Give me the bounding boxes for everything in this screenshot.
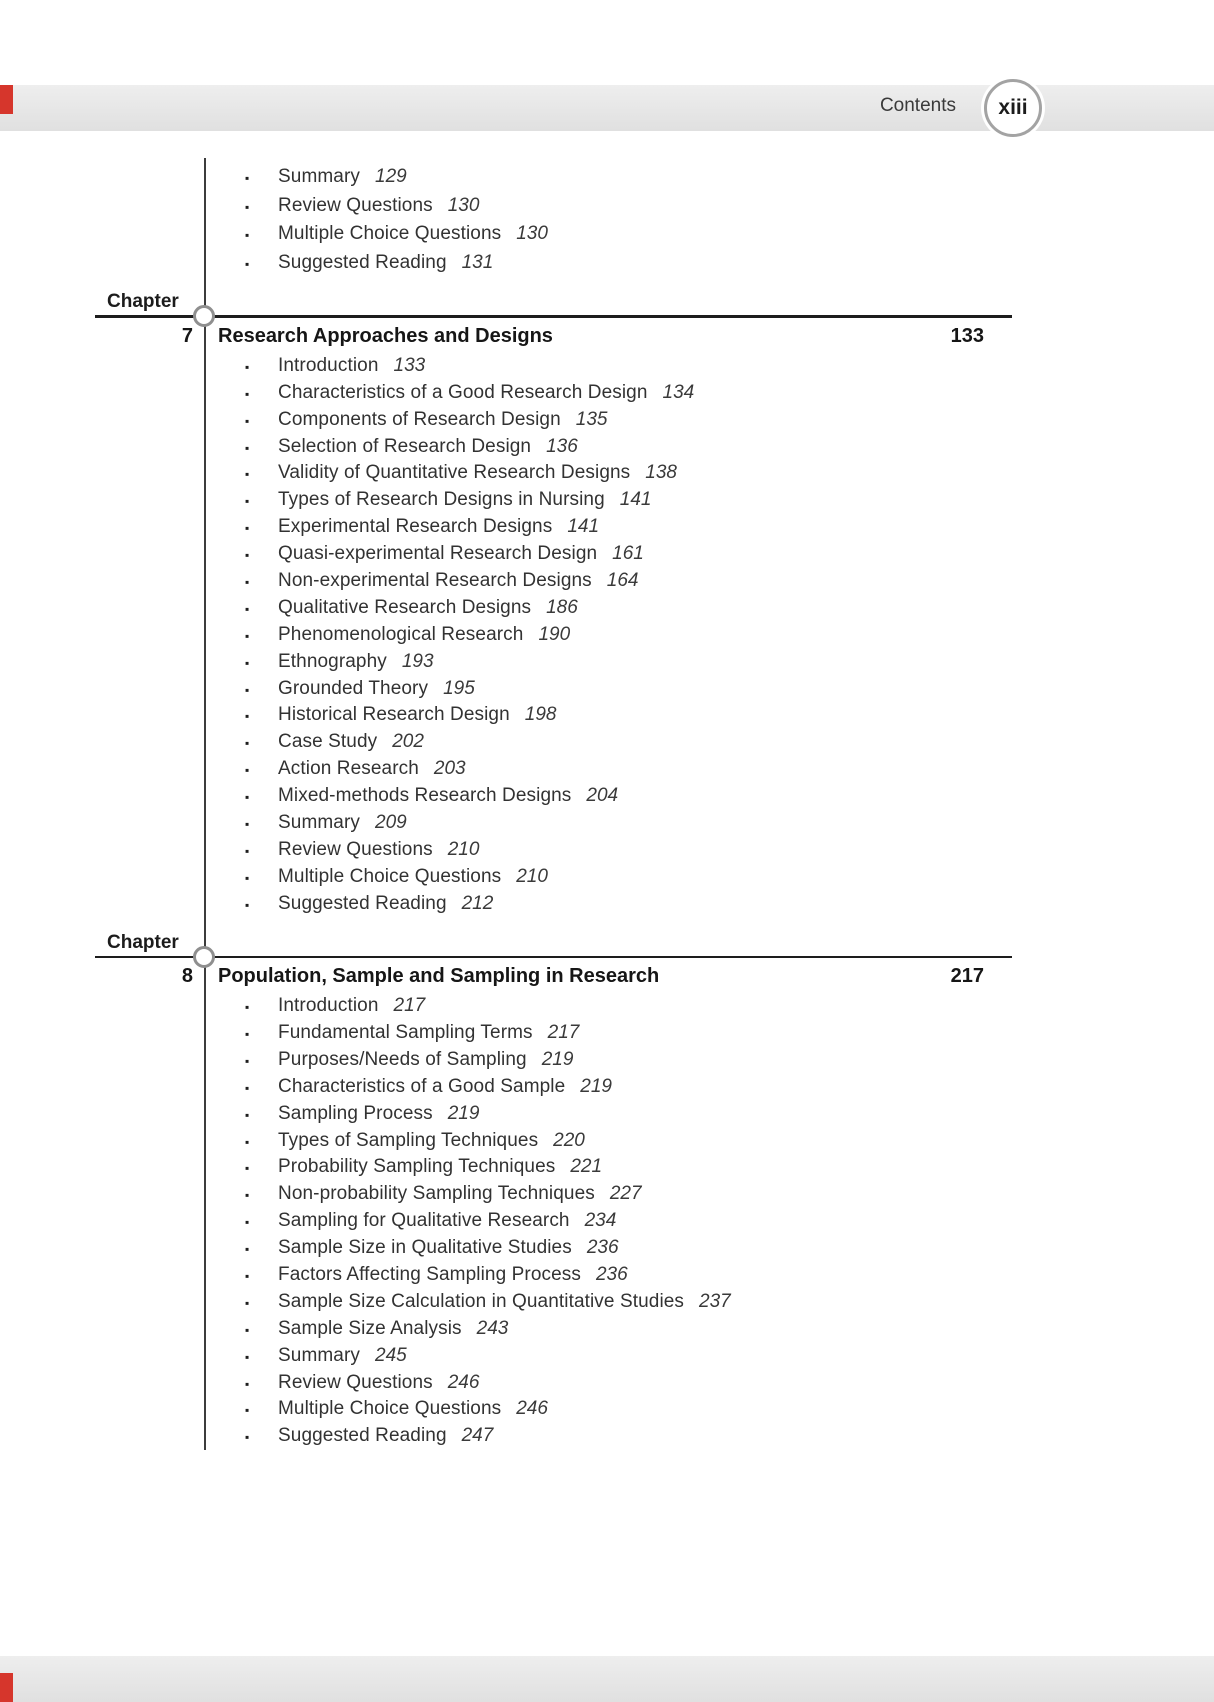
toc-item [0,1074,1214,1101]
item-label: Components of Research Design [278,408,561,430]
item-label: Qualitative Research Designs [278,596,532,618]
bullet-square-icon: ▪ [245,494,250,509]
toc-item [0,249,1214,278]
bullet-square-icon: ▪ [245,1349,250,1364]
toc-item [0,993,1214,1020]
bullet-square-icon: ▪ [245,1268,250,1283]
bullet-square-icon: ▪ [245,1080,250,1095]
item-page-number: 246 [516,1398,548,1420]
bullet-square-icon: ▪ [245,817,250,832]
leading-items [0,155,1214,277]
toc-item [0,434,1214,461]
toc-item [0,541,1214,568]
toc-item [0,163,1214,192]
chapter-number: 7 [181,324,193,347]
bullet-square-icon: ▪ [245,870,250,885]
item-page-number: 247 [461,1425,494,1447]
item-label: Review Questions [278,194,433,216]
item-label: Suggested Reading [278,1425,447,1447]
toc-item [0,514,1214,541]
bullet-square-icon: ▪ [245,548,250,563]
item-label: Multiple Choice Questions [278,865,502,887]
bullet-square-icon: ▪ [245,1053,250,1068]
chapter-items [0,350,1214,918]
chapter-title: Research Approaches and Designs [218,324,553,347]
item-label: Historical Research Design [278,704,510,726]
page-number: xiii [998,96,1028,119]
bullet-square-icon: ▪ [245,790,250,805]
item-label: Mixed-methods Research Designs [278,785,572,807]
item-label: Ethnography [278,650,387,672]
toc-item [0,1181,1214,1208]
item-label: Characteristics of a Good Research Design [278,381,648,403]
item-page-number: 138 [645,462,677,484]
item-label: Non-experimental Research Designs [278,570,592,591]
bullet-square-icon: ▪ [245,1242,250,1257]
bullet-square-icon: ▪ [245,1322,250,1337]
item-label: Purposes/Needs of Sampling [278,1048,527,1070]
toc-item [0,1101,1214,1128]
item-label: Review Questions [278,838,433,860]
bullet-square-icon: ▪ [245,1430,250,1445]
toc-item [0,1235,1214,1262]
item-page-number: 202 [392,731,424,753]
item-page-number: 220 [553,1129,585,1151]
item-page-number: 198 [524,704,557,726]
bullet-square-icon: ▪ [245,413,250,428]
item-page-number: 210 [447,838,480,860]
item-label: Types of Sampling Techniques [278,1129,539,1151]
toc-item [0,568,1214,595]
chapter-page-number: 217 [950,965,984,988]
item-label: Summary [278,166,360,187]
item-page-number: 133 [393,354,426,376]
bullet-square-icon: ▪ [245,1403,250,1418]
toc-item [0,891,1214,918]
item-page-number: 217 [393,995,426,1017]
bullet-square-icon: ▪ [245,1161,250,1176]
toc-item [0,353,1214,380]
chapter-page-number: 133 [950,324,984,347]
bullet-square-icon: ▪ [245,601,250,616]
item-label: Summary [278,1344,360,1366]
toc-item [0,810,1214,837]
bullet-square-icon: ▪ [245,709,250,724]
chapter-node-icon [193,946,215,968]
chapter-items [0,990,1214,1450]
chapter-rule [95,315,1012,318]
item-page-number: 212 [461,892,494,914]
item-label: Sampling for Qualitative Research [278,1210,570,1232]
toc-item [0,1289,1214,1316]
item-page-number: 204 [586,785,619,807]
item-page-number: 245 [375,1344,407,1366]
item-page-number: 134 [662,381,695,403]
bullet-square-icon: ▪ [245,575,250,589]
item-page-number: 219 [580,1075,612,1097]
bullet-square-icon: ▪ [245,440,250,455]
item-label: Probability Sampling Techniques [278,1156,556,1178]
item-page-number: 195 [443,677,475,699]
item-page-number: 136 [546,435,578,457]
item-page-number: 193 [401,650,434,672]
item-label: Summary [278,812,360,834]
item-label: Introduction [278,354,379,376]
chapter-rule [95,956,1012,959]
toc-item [0,1423,1214,1450]
item-page-number: 236 [586,1237,619,1259]
toc-item [0,1208,1214,1235]
bullet-square-icon: ▪ [245,843,250,858]
item-label: Validity of Quantitative Research Designs [278,462,631,484]
toc-item [0,487,1214,514]
item-page-number: 234 [584,1210,617,1232]
item-page-number: 141 [619,489,652,511]
toc-item [0,1396,1214,1423]
toc-item [0,380,1214,407]
item-label: Multiple Choice Questions [278,1398,502,1420]
toc-item [0,407,1214,434]
bullet-square-icon: ▪ [245,521,250,536]
item-label: Quasi-experimental Research Design [278,543,598,565]
item-page-number: 190 [538,623,571,645]
bullet-square-icon: ▪ [245,467,250,482]
item-page-number: 203 [433,758,466,780]
item-page-number: 219 [447,1102,480,1124]
item-label: Sampling Process [278,1102,433,1124]
toc-item [0,1370,1214,1397]
bullet-square-icon: ▪ [245,228,250,243]
toc-item [0,1128,1214,1155]
bullet-square-icon: ▪ [245,359,250,374]
item-label: Types of Research Designs in Nursing [278,489,605,511]
chapter-word: Chapter [107,931,179,953]
item-label: Factors Affecting Sampling Process [278,1263,581,1285]
item-label: Experimental Research Designs [278,516,553,538]
item-label: Sample Size Analysis [278,1317,462,1339]
item-label: Grounded Theory [278,677,429,699]
bullet-square-icon: ▪ [245,1376,250,1391]
toc-item [0,595,1214,622]
chapter-number: 8 [181,965,193,988]
chapter-heading [0,323,1214,350]
chapters [0,289,1214,1450]
toc-item [0,1020,1214,1047]
item-page-number: 135 [575,408,608,430]
item-label: Characteristics of a Good Sample [278,1075,566,1097]
toc-content [0,155,1214,1450]
item-label: Suggested Reading [278,251,447,273]
bullet-square-icon: ▪ [245,763,250,778]
toc-item [0,676,1214,703]
item-page-number: 209 [375,812,407,834]
toc-item [0,649,1214,676]
bullet-square-icon: ▪ [245,1000,250,1015]
bullet-square-icon: ▪ [245,736,250,751]
item-label: Sample Size in Qualitative Studies [278,1237,572,1259]
bullet-square-icon: ▪ [245,1188,250,1203]
bullet-square-icon: ▪ [245,1215,250,1230]
bullet-square-icon: ▪ [245,171,250,185]
item-page-number: 246 [447,1371,480,1393]
bullet-square-icon: ▪ [245,897,250,912]
item-page-number: 243 [476,1317,509,1339]
bullet-square-icon: ▪ [245,199,250,214]
chapter-section [0,289,1214,917]
chapter-section [0,930,1214,1451]
item-label: Case Study [278,731,378,753]
toc-item [0,1316,1214,1343]
item-label: Review Questions [278,1371,433,1393]
toc-item [0,1262,1214,1289]
item-label: Multiple Choice Questions [278,223,502,245]
bullet-square-icon: ▪ [245,386,250,401]
footer-red-accent [0,1673,13,1702]
item-page-number: 219 [541,1048,574,1070]
header-band [0,85,1214,131]
header-red-accent [0,85,13,114]
chapter-heading [0,963,1214,990]
toc-item [0,1343,1214,1370]
toc-item [0,460,1214,487]
toc-item [0,702,1214,729]
item-label: Phenomenological Research [278,623,524,645]
bullet-square-icon: ▪ [245,628,250,643]
bullet-square-icon: ▪ [245,256,250,271]
toc-item [0,783,1214,810]
item-page-number: 164 [606,570,639,591]
bullet-square-icon: ▪ [245,1295,250,1310]
item-page-number: 186 [546,596,578,618]
chapter-word: Chapter [107,291,179,313]
item-label: Non-probability Sampling Techniques [278,1183,595,1205]
toc-item [0,220,1214,249]
contents-label: Contents [879,95,956,116]
footer-band [0,1656,1214,1702]
chapter-title: Population, Sample and Sampling in Research [218,965,660,988]
bullet-square-icon: ▪ [245,1107,250,1122]
item-page-number: 130 [516,223,548,245]
toc-item [0,1154,1214,1181]
toc-item [0,622,1214,649]
item-label: Introduction [278,995,379,1017]
bullet-square-icon: ▪ [245,655,250,670]
toc-item [0,729,1214,756]
item-page-number: 130 [447,194,480,216]
item-page-number: 141 [567,516,600,538]
item-page-number: 227 [609,1183,642,1205]
item-page-number: 217 [547,1021,580,1043]
toc-item [0,837,1214,864]
item-page-number: 210 [516,865,548,887]
toc-item [0,864,1214,891]
bullet-square-icon: ▪ [245,1026,250,1041]
item-page-number: 161 [612,543,644,565]
bullet-square-icon: ▪ [245,1134,250,1149]
item-label: Suggested Reading [278,892,447,914]
item-label: Sample Size Calculation in Quantitative Studies [278,1290,685,1312]
item-page-number: 129 [375,166,407,187]
page-number-badge [984,79,1042,137]
item-label: Selection of Research Design [278,435,532,457]
item-label: Action Research [278,758,419,780]
bullet-square-icon: ▪ [245,682,250,697]
toc-item [0,192,1214,221]
toc-item [0,1047,1214,1074]
item-page-number: 237 [699,1290,731,1312]
item-page-number: 236 [595,1263,628,1285]
item-page-number: 221 [570,1156,603,1178]
item-page-number: 131 [461,251,494,273]
toc-item [0,756,1214,783]
item-label: Fundamental Sampling Terms [278,1021,533,1043]
